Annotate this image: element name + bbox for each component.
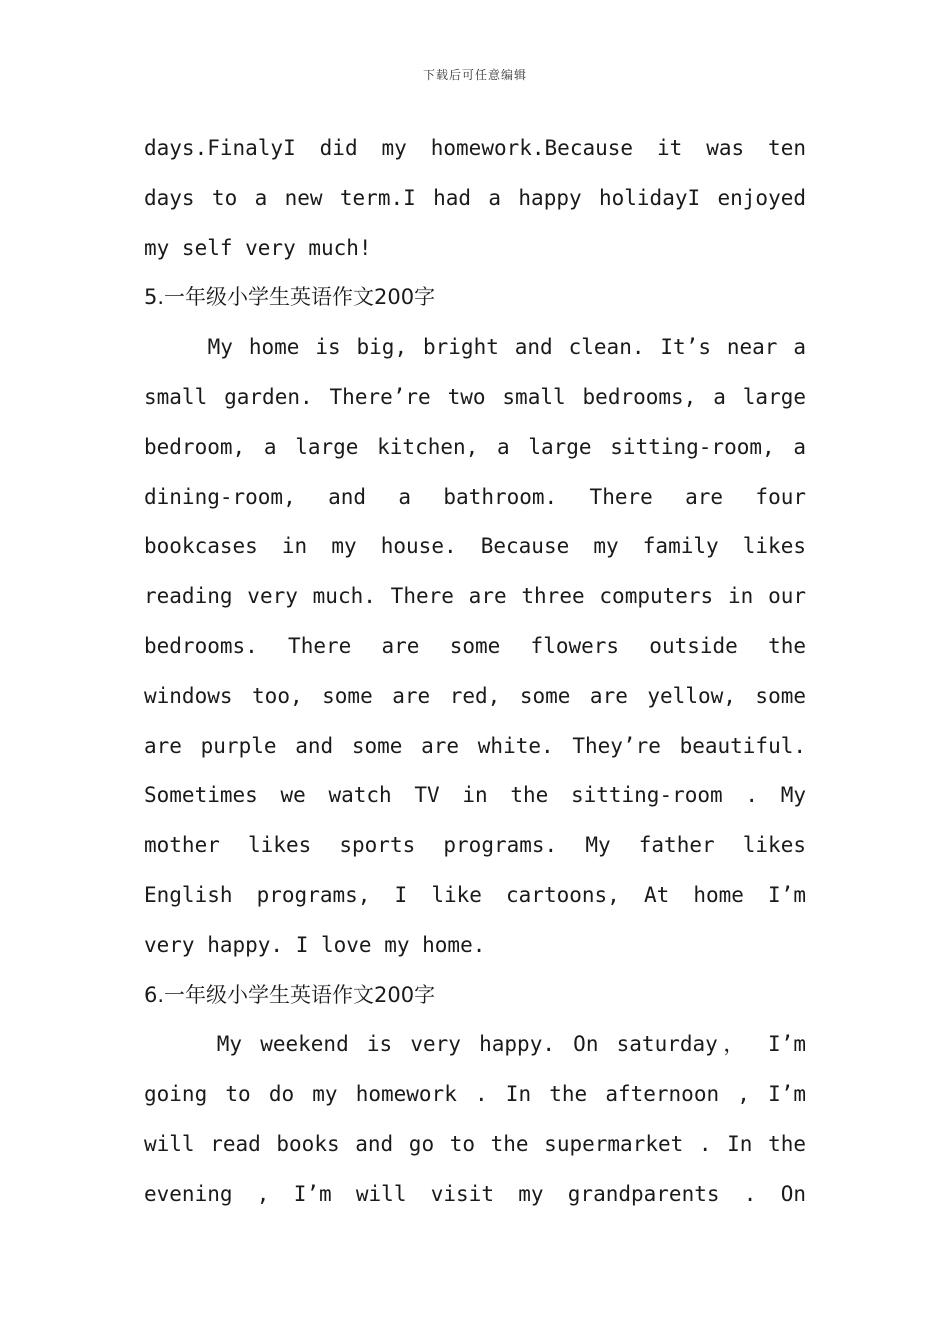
- section-heading: 6.一年级小学生英语作文200字: [144, 982, 436, 1007]
- text-line: mother likes sports programs. My father likes: [144, 833, 806, 858]
- text-line: days.FinalyI did my homework.Because it was ten: [144, 136, 806, 160]
- text-line: English programs, I like cartoons, At home I’m: [144, 882, 806, 907]
- text-line: bookcases in my house. Because my family likes: [144, 534, 806, 559]
- text-line: My weekend is very happy. On saturday， I’m: [144, 1032, 806, 1057]
- text-line: bedrooms. There are some flowers outside the: [144, 633, 806, 658]
- text-line: dining-room, and a bathroom. There are four: [144, 484, 806, 509]
- text-line: reading very much. There are three computers in our: [144, 584, 806, 609]
- text-line: evening , I’m will visit my grandparents . On: [144, 1181, 806, 1206]
- text-line: my self very much!: [144, 235, 372, 260]
- text-line: days to a new term.I had a happy holidayI enjoyed: [144, 185, 806, 210]
- text-line: going to do my homework . In the afternoon , I’m: [144, 1082, 806, 1107]
- text-line: will read books and go to the supermarket . In the: [144, 1131, 806, 1156]
- text-line: Sometimes we watch TV in the sitting-room . My: [144, 783, 806, 808]
- text-line: windows too, some are red, some are yellow, some: [144, 683, 806, 708]
- text-line: bedroom, a large kitchen, a large sitting-room, a: [144, 434, 806, 459]
- text-line: My home is big, bright and clean. It’s near a: [144, 335, 806, 360]
- text-line: small garden. There’re two small bedrooms, a large: [144, 384, 806, 409]
- text-line: are purple and some are white. They’re beautiful.: [144, 733, 806, 758]
- document-body: [144, 124, 806, 1220]
- download-note: 下载后可任意编辑: [422, 68, 527, 82]
- text-line: very happy. I love my home.: [144, 932, 486, 957]
- section-heading: 5.一年级小学生英语作文200字: [144, 285, 436, 310]
